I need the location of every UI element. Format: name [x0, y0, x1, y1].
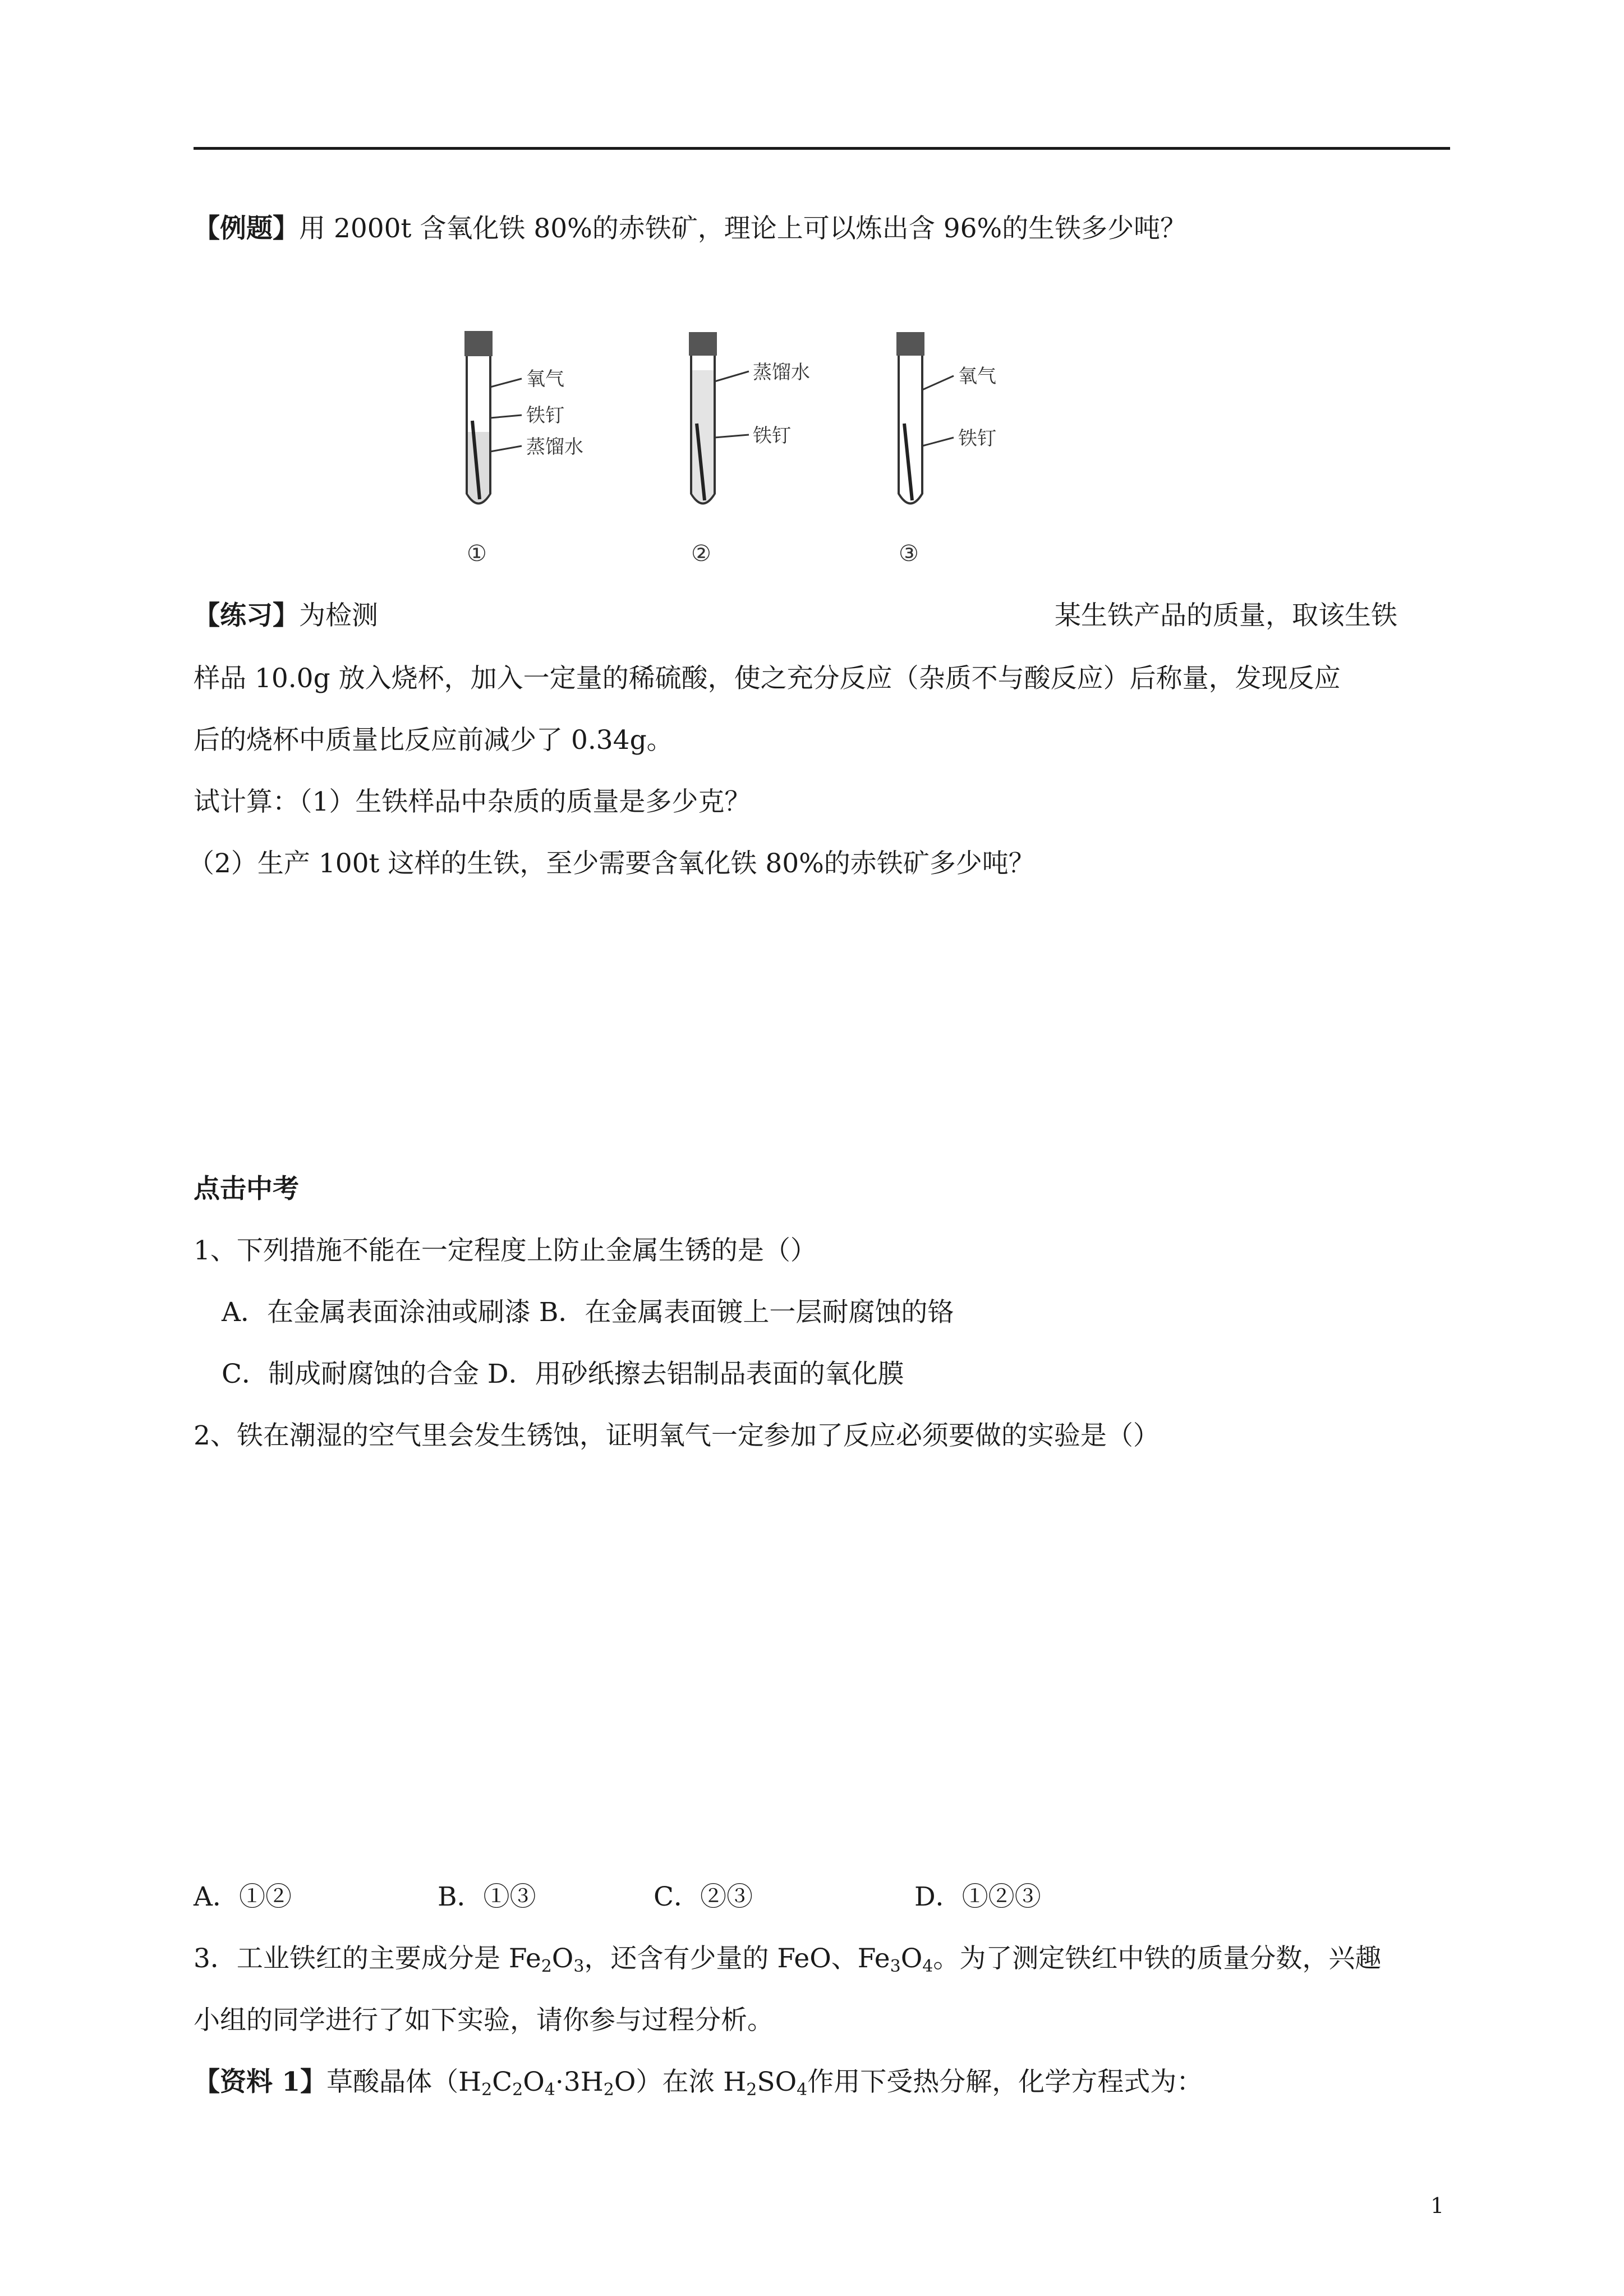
- nail-3: [904, 424, 912, 500]
- practice-text-left: 为检测: [299, 600, 378, 631]
- q3-res-c: O: [523, 2067, 545, 2097]
- q3-text-a: 3．工业铁红的主要成分是 Fe: [194, 1943, 541, 1974]
- q3-line-1: [194, 1942, 1381, 1976]
- q3-res-a: 草酸晶体（H: [326, 2067, 482, 2097]
- practice-question-1: 试计算：（1）生铁样品中杂质的质量是多少克？: [194, 786, 751, 817]
- example-line: [194, 212, 1186, 246]
- q1-options-ab: A．在金属表面涂油或刷漆 B．在金属表面镀上一层耐腐蚀的铬: [222, 1297, 954, 1328]
- practice-line-2: 样品 10.0g 放入烧杯，加入一定量的稀硫酸，使之充分反应（杂质不与酸反应）后称量，发现反应: [194, 663, 1341, 694]
- q3-sub: 2: [541, 1957, 552, 1976]
- q3-text-e: 。为了测定铁红中铁的质量分数，兴趣: [933, 1943, 1382, 1974]
- q3-res-sub: 4: [797, 2080, 808, 2100]
- q3-line-2: 小组的同学进行了如下实验，请你参与过程分析。: [194, 2005, 774, 2036]
- tube2-label-nail: 铁钉: [753, 425, 791, 447]
- q3-res-sub: 2: [746, 2080, 757, 2100]
- q3-text-d: O: [900, 1943, 923, 1974]
- stopper-3: [896, 332, 924, 356]
- q3-res-g: 作用下受热分解，化学方程式为：: [807, 2067, 1203, 2097]
- resource-label: 【资料 1】: [194, 2067, 327, 2097]
- test-tube-figure: [438, 325, 1071, 595]
- q2-option-d: D．①②③: [914, 1881, 1041, 1912]
- tube1-number: ①: [467, 541, 487, 567]
- tube1-label-oxygen: 氧气: [526, 368, 564, 390]
- section-title: 点击中考: [194, 1174, 299, 1204]
- q3-resource-line: [194, 2065, 1203, 2099]
- q1-options-cd: C．制成耐腐蚀的合金 D．用砂纸擦去铝制品表面的氧化膜: [222, 1359, 904, 1389]
- q3-text-c: ，还含有少量的 FeO、Fe: [584, 1943, 890, 1974]
- practice-text-right: 某生铁产品的质量，取该生铁: [1055, 600, 1397, 631]
- tube1-label-water: 蒸馏水: [526, 436, 583, 458]
- q1-stem: 1、下列措施不能在一定程度上防止金属生锈的是（）: [194, 1235, 817, 1266]
- q2-option-a: A．①②: [194, 1881, 292, 1912]
- tube2-label-water: 蒸馏水: [753, 361, 810, 384]
- q3-sub: 4: [922, 1957, 933, 1976]
- q3-res-e: O）在浓 H: [614, 2067, 747, 2097]
- example-text: 用 2000t 含氧化铁 80%的赤铁矿，理论上可以炼出含 96%的生铁多少吨？: [299, 213, 1187, 244]
- q3-res-sub: 2: [481, 2080, 493, 2100]
- q3-res-d: ·3H: [555, 2067, 604, 2097]
- test-tube-2: [689, 332, 810, 567]
- practice-label: 【练习】: [194, 600, 299, 631]
- tube1-label-nail: 铁钉: [526, 404, 564, 427]
- tube2-number: ②: [691, 541, 711, 567]
- tube3-label-oxygen: 氧气: [958, 365, 996, 388]
- practice-question-2: （2）生产 100t 这样的生铁，至少需要含氧化铁 80%的赤铁矿多少吨？: [188, 848, 1035, 879]
- stopper-2: [689, 332, 717, 356]
- tube3-number: ③: [899, 541, 919, 567]
- example-label: 【例题】: [194, 213, 299, 244]
- practice-line-3: 后的烧杯中质量比反应前减少了 0.34g。: [194, 725, 673, 756]
- q3-res-sub: 2: [603, 2080, 614, 2100]
- q3-res-sub: 4: [544, 2080, 555, 2100]
- q3-sub: 3: [573, 1957, 585, 1976]
- q3-res-b: C: [492, 2067, 513, 2097]
- header-rule: [194, 147, 1450, 150]
- q2-option-b: B．①③: [438, 1881, 536, 1912]
- q2-stem: 2、铁在潮湿的空气里会发生锈蚀，证明氧气一定参加了反应必须要做的实验是（）: [194, 1420, 1160, 1451]
- q3-res-sub: 2: [512, 2080, 523, 2100]
- test-tube-3: [896, 332, 996, 567]
- tube3-label-nail: 铁钉: [958, 427, 996, 450]
- q3-text-b: O: [551, 1943, 574, 1974]
- q3-res-f: SO: [757, 2067, 797, 2097]
- test-tube-1: [464, 331, 583, 567]
- q2-option-c: C．②③: [654, 1881, 753, 1912]
- q3-sub: 3: [890, 1957, 901, 1976]
- stopper-1: [464, 331, 493, 356]
- page-number: 1: [1430, 2193, 1444, 2218]
- practice-line-1: [194, 599, 378, 633]
